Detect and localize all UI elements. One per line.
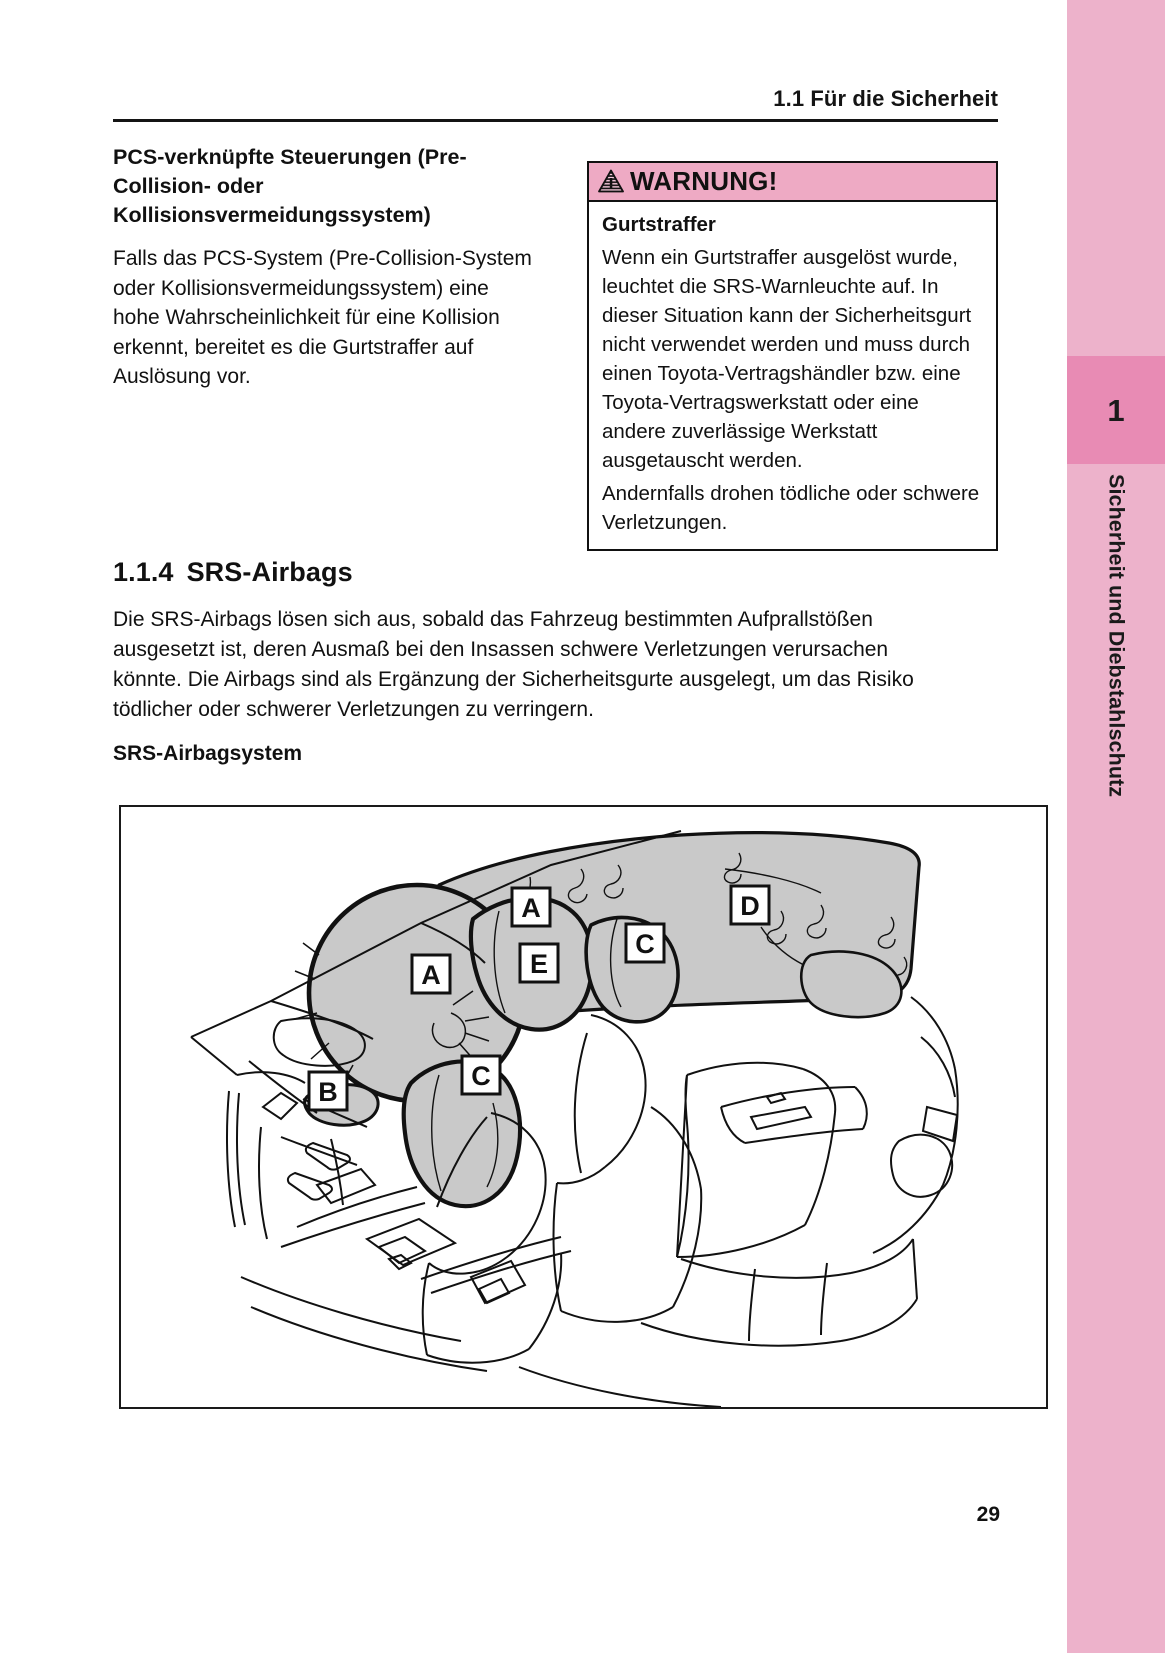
page-number: 29 — [976, 1503, 1000, 1526]
callout-b-label: B — [318, 1077, 338, 1107]
callout-e — [520, 944, 558, 982]
warning-label: WARNUNG! — [630, 166, 778, 196]
section-heading — [113, 557, 998, 588]
pcs-paragraph: Falls das PCS-System (Pre-Collision-System oder Kollisionsvermeidungssystem) eine hohe Wahrscheinlichkeit für eine Kollision erkennt, bereitet es die Gurtstraffer auf Auslösung vor. — [113, 247, 532, 388]
warning-subject: Gurtstraffer — [602, 213, 716, 236]
page-title: 1.1 Für die Sicherheit — [773, 86, 998, 111]
chapter-label-vertical — [1067, 474, 1165, 994]
thumb-index-strip — [1067, 0, 1165, 1653]
left-column — [113, 143, 533, 392]
page-header — [113, 86, 998, 122]
callout-e-label: E — [529, 949, 549, 979]
warning-paragraph-2: Andernfalls drohen tödliche oder schwere Verletzungen. — [602, 482, 980, 534]
chapter-label-text: Sicherheit und Diebstahlschutz — [1104, 474, 1129, 798]
header-rule — [113, 119, 998, 122]
warning-triangle-icon — [598, 169, 624, 193]
callout-d — [731, 886, 769, 924]
callout-b — [309, 1072, 347, 1110]
callout-c-2 — [626, 924, 664, 962]
callout-a-1-label: A — [421, 960, 441, 990]
chapter-number-badge — [1067, 356, 1165, 464]
warning-box-body — [589, 202, 996, 549]
callout-c-1-label: C — [471, 1061, 491, 1091]
callout-a-2 — [512, 888, 550, 926]
figure-caption: SRS-Airbagsystem — [113, 742, 303, 765]
warning-paragraph-1: Wenn ein Gurtstraffer ausgelöst wurde, leuchtet die SRS-Warnleuchte auf. In dieser Situation kann der Sicherheitsgurt nicht verwendet werden und muss durch einen Toyota-Vertragshändler bzw. eine Toyota-Vertragswerkstatt oder eine andere zuverlässige Werkstatt ausgetauscht werden. — [602, 246, 972, 472]
pcs-subheading: PCS-verknüpfte Steuerungen (Pre-Collision- oder Kollisionsvermeidungssystem) — [113, 145, 467, 227]
chapter-number: 1 — [1107, 392, 1125, 428]
section-paragraph: Die SRS-Airbags lösen sich aus, sobald das Fahrzeug bestimmten Aufprallstößen ausgesetzt ist, deren Ausmaß bei den Insassen schwere Verletzungen verursachen könnte. Die Airbags sind als Ergänzung der Sicherheitsgurte ausgelegt, um das Risiko tödlicher oder schwerer Verletzungen zu verringern. — [113, 608, 914, 721]
callout-a-2-label: A — [521, 893, 541, 923]
section-title: SRS-Airbags — [186, 557, 353, 587]
section-number: 1.1.4 — [113, 557, 174, 587]
callout-c-2-label: C — [635, 929, 655, 959]
callout-c-1 — [462, 1056, 500, 1094]
callout-a-1 — [412, 955, 450, 993]
warning-box — [587, 161, 998, 551]
warning-box-header — [589, 163, 996, 202]
figure-frame — [119, 805, 1048, 1409]
srs-airbag-system-illustration — [121, 807, 1046, 1407]
callout-d-label: D — [740, 891, 760, 921]
